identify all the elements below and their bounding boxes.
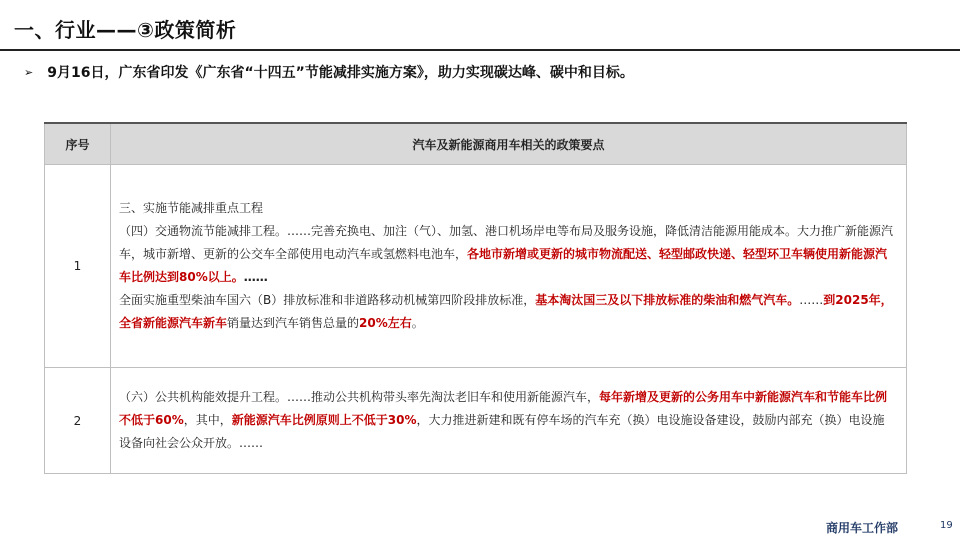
policy-text: 。 xyxy=(411,316,424,330)
policy-text: 全面实施重型柴油车国六（B）排放标准和非道路移动机械第四阶段排放标准， xyxy=(119,293,536,307)
table-header-row xyxy=(45,123,907,165)
page-title: 一、行业——③政策简析 xyxy=(14,18,237,42)
table-row xyxy=(45,165,907,368)
policy-text: …… xyxy=(243,270,268,284)
page-number: 19 xyxy=(940,520,953,531)
highlighted-policy-text: 20%左右 xyxy=(359,316,412,330)
highlighted-policy-text: 每年新增及更新的公务用车中新能源汽车和节能车比例不低于60% xyxy=(119,390,888,427)
row-number: 1 xyxy=(45,165,111,368)
policy-text: （六）公共机构能效提升工程。……推动公共机构带头率先淘汰老旧车和使用新能源汽车， xyxy=(119,390,600,404)
highlighted-policy-text: 新能源汽车比例原则上不低于30% xyxy=(231,413,417,427)
header-index: 序号 xyxy=(45,123,111,165)
title-divider xyxy=(0,49,960,51)
policy-text: …… xyxy=(799,293,824,307)
highlighted-policy-text: 各地市新增或更新的城市物流配送、轻型邮政快递、轻型环卫车辆使用新能源汽车比例达到80%以上。 xyxy=(119,247,888,284)
summary-text: 9月16日，广东省印发《广东省“十四五”节能减排实施方案》，助力实现碳达峰、碳中和目标。 xyxy=(47,65,634,81)
table-row xyxy=(45,368,907,474)
highlighted-policy-text: 基本淘汰国三及以下排放标准的柴油和燃气汽车。 xyxy=(535,293,800,307)
row-number: 2 xyxy=(45,368,111,474)
arrow-bullet-icon: ➢ xyxy=(24,66,34,79)
policy-text: ，大力推进新建和既有停车场的汽车充（换）电设施设备建设，鼓励内部充（换）电设施设备向社会公众开放。…… xyxy=(119,413,885,450)
policy-text: 销量达到汽车销售总量的 xyxy=(227,316,360,330)
summary-line xyxy=(24,62,634,82)
header-policy-points: 汽车及新能源商用车相关的政策要点 xyxy=(111,123,907,165)
policy-text-cell xyxy=(111,368,907,474)
policy-table xyxy=(44,122,907,474)
highlighted-policy-text: 到2025年，全省新能源汽车新车 xyxy=(119,293,893,330)
policy-text: 三、实施节能减排重点工程 xyxy=(119,201,264,215)
footer-department: 商用车工作部 xyxy=(826,521,899,535)
policy-text: ，其中， xyxy=(183,413,232,427)
policy-text: （四）交通物流节能减排工程。……完善充换电、加注（气）、加氢、港口机场岸电等布局及服务设施，降低清洁能源用能成本。大力推广新能源汽车，城市新增、更新的公交车全部使用电动汽车或氢燃料电池车， xyxy=(119,224,894,261)
policy-text-cell xyxy=(111,165,907,368)
